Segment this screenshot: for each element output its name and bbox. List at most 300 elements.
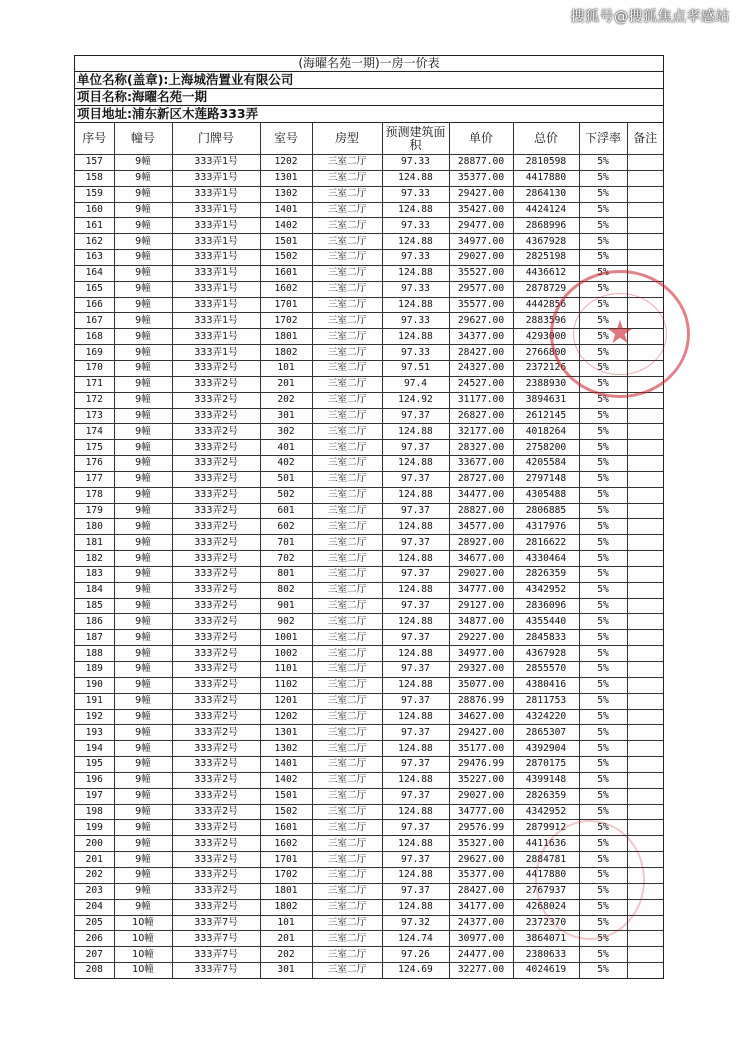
table-row — [75, 392, 663, 408]
cell-room-number: 201 — [260, 931, 312, 947]
table-row — [75, 709, 663, 725]
cell-discount-rate: 5% — [579, 440, 627, 456]
table-row — [75, 519, 663, 535]
cell-room-number: 801 — [260, 566, 312, 582]
cell-door-number: 333弄2号 — [172, 646, 260, 662]
cell-unit-price: 29227.00 — [449, 630, 513, 646]
cell-building: 9幢 — [114, 598, 172, 614]
cell-building: 9幢 — [114, 456, 172, 472]
cell-building: 9幢 — [114, 883, 172, 899]
cell-layout: 三室二厅 — [312, 392, 382, 408]
table-row — [75, 471, 663, 487]
table-row — [75, 582, 663, 598]
cell-total-price: 4411636 — [513, 836, 579, 852]
cell-door-number: 333弄2号 — [172, 551, 260, 567]
cell-index: 162 — [75, 234, 114, 250]
cell-door-number: 333弄1号 — [172, 250, 260, 266]
cell-remarks — [627, 487, 663, 503]
table-row — [75, 360, 663, 376]
cell-building: 10幢 — [114, 931, 172, 947]
table-row — [75, 234, 663, 250]
cell-remarks — [627, 297, 663, 313]
table-row — [75, 757, 663, 773]
cell-layout: 三室二厅 — [312, 836, 382, 852]
cell-area: 124.88 — [382, 709, 449, 725]
table-row — [75, 170, 663, 186]
cell-remarks — [627, 836, 663, 852]
cell-layout: 三室二厅 — [312, 155, 382, 171]
cell-area: 97.37 — [382, 725, 449, 741]
cell-area: 124.88 — [382, 487, 449, 503]
cell-remarks — [627, 186, 663, 202]
cell-door-number: 333弄2号 — [172, 535, 260, 551]
cell-room-number: 1801 — [260, 329, 312, 345]
cell-discount-rate: 5% — [579, 471, 627, 487]
cell-door-number: 333弄7号 — [172, 915, 260, 931]
cell-layout: 三室二厅 — [312, 741, 382, 757]
cell-unit-price: 29576.99 — [449, 820, 513, 836]
cell-unit-price: 29027.00 — [449, 250, 513, 266]
cell-room-number: 1502 — [260, 250, 312, 266]
cell-door-number: 333弄2号 — [172, 757, 260, 773]
cell-door-number: 333弄2号 — [172, 804, 260, 820]
cell-room-number: 1702 — [260, 313, 312, 329]
cell-discount-rate: 5% — [579, 345, 627, 361]
cell-remarks — [627, 329, 663, 345]
cell-room-number: 1501 — [260, 234, 312, 250]
cell-building: 9幢 — [114, 360, 172, 376]
cell-total-price: 4268024 — [513, 899, 579, 915]
cell-door-number: 333弄2号 — [172, 392, 260, 408]
cell-door-number: 333弄2号 — [172, 424, 260, 440]
cell-total-price: 2380633 — [513, 947, 579, 963]
cell-index: 164 — [75, 265, 114, 281]
cell-area: 97.37 — [382, 788, 449, 804]
cell-index: 167 — [75, 313, 114, 329]
cell-index: 175 — [75, 440, 114, 456]
cell-discount-rate: 5% — [579, 852, 627, 868]
cell-discount-rate: 5% — [579, 899, 627, 915]
cell-unit-price: 34977.00 — [449, 234, 513, 250]
cell-total-price: 4424124 — [513, 202, 579, 218]
cell-building: 9幢 — [114, 836, 172, 852]
cell-layout: 三室二厅 — [312, 424, 382, 440]
cell-remarks — [627, 440, 663, 456]
cell-room-number: 902 — [260, 614, 312, 630]
cell-unit-price: 34777.00 — [449, 804, 513, 820]
cell-building: 9幢 — [114, 725, 172, 741]
cell-index: 191 — [75, 693, 114, 709]
cell-area: 97.33 — [382, 313, 449, 329]
cell-remarks — [627, 250, 663, 266]
cell-layout: 三室二厅 — [312, 535, 382, 551]
table-row — [75, 408, 663, 424]
cell-building: 9幢 — [114, 757, 172, 773]
cell-door-number: 333弄2号 — [172, 741, 260, 757]
cell-discount-rate: 5% — [579, 582, 627, 598]
cell-area: 124.88 — [382, 677, 449, 693]
cell-area: 97.33 — [382, 281, 449, 297]
cell-index: 160 — [75, 202, 114, 218]
cell-layout: 三室二厅 — [312, 281, 382, 297]
cell-remarks — [627, 630, 663, 646]
cell-door-number: 333弄2号 — [172, 630, 260, 646]
cell-discount-rate: 5% — [579, 535, 627, 551]
cell-door-number: 333弄2号 — [172, 662, 260, 678]
cell-remarks — [627, 313, 663, 329]
table-row — [75, 551, 663, 567]
cell-building: 9幢 — [114, 867, 172, 883]
cell-building: 9幢 — [114, 313, 172, 329]
table-row — [75, 852, 663, 868]
table-row — [75, 931, 663, 947]
cell-total-price: 4417880 — [513, 867, 579, 883]
cell-door-number: 333弄1号 — [172, 202, 260, 218]
cell-room-number: 1702 — [260, 867, 312, 883]
project-address: 项目地址:浦东新区木莲路333弄 — [75, 106, 663, 123]
cell-remarks — [627, 646, 663, 662]
cell-area: 124.88 — [382, 551, 449, 567]
cell-unit-price: 33677.00 — [449, 456, 513, 472]
cell-layout: 三室二厅 — [312, 234, 382, 250]
cell-room-number: 1202 — [260, 155, 312, 171]
cell-discount-rate: 5% — [579, 186, 627, 202]
cell-room-number: 1401 — [260, 757, 312, 773]
cell-discount-rate: 5% — [579, 202, 627, 218]
cell-index: 179 — [75, 503, 114, 519]
table-row — [75, 456, 663, 472]
table-row — [75, 503, 663, 519]
cell-building: 9幢 — [114, 566, 172, 582]
cell-room-number: 1302 — [260, 741, 312, 757]
cell-unit-price: 26827.00 — [449, 408, 513, 424]
cell-area: 124.88 — [382, 741, 449, 757]
cell-discount-rate: 5% — [579, 614, 627, 630]
cell-area: 124.88 — [382, 899, 449, 915]
cell-area: 124.69 — [382, 963, 449, 978]
cell-room-number: 602 — [260, 519, 312, 535]
cell-layout: 三室二厅 — [312, 519, 382, 535]
cell-room-number: 1001 — [260, 630, 312, 646]
cell-total-price: 4436612 — [513, 265, 579, 281]
cell-area: 97.51 — [382, 360, 449, 376]
cell-area: 97.37 — [382, 598, 449, 614]
cell-building: 9幢 — [114, 582, 172, 598]
cell-layout: 三室二厅 — [312, 646, 382, 662]
cell-discount-rate: 5% — [579, 820, 627, 836]
cell-door-number: 333弄2号 — [172, 503, 260, 519]
cell-door-number: 333弄2号 — [172, 677, 260, 693]
table-row — [75, 899, 663, 915]
cell-total-price: 2758200 — [513, 440, 579, 456]
cell-discount-rate: 5% — [579, 963, 627, 978]
cell-door-number: 333弄2号 — [172, 456, 260, 472]
cell-index: 178 — [75, 487, 114, 503]
cell-remarks — [627, 662, 663, 678]
cell-unit-price: 24527.00 — [449, 376, 513, 392]
cell-building: 9幢 — [114, 471, 172, 487]
header-total-price: 总价 — [513, 123, 579, 155]
cell-layout: 三室二厅 — [312, 883, 382, 899]
cell-remarks — [627, 360, 663, 376]
cell-index: 159 — [75, 186, 114, 202]
cell-total-price: 2864130 — [513, 186, 579, 202]
table-body — [75, 155, 663, 978]
cell-area: 97.33 — [382, 345, 449, 361]
cell-unit-price: 29027.00 — [449, 788, 513, 804]
cell-index: 174 — [75, 424, 114, 440]
cell-remarks — [627, 471, 663, 487]
seal-star-icon: ★ — [605, 313, 635, 351]
cell-layout: 三室二厅 — [312, 566, 382, 582]
cell-area: 124.88 — [382, 170, 449, 186]
cell-discount-rate: 5% — [579, 598, 627, 614]
cell-remarks — [627, 503, 663, 519]
cell-index: 172 — [75, 392, 114, 408]
cell-index: 202 — [75, 867, 114, 883]
cell-room-number: 1601 — [260, 820, 312, 836]
cell-area: 124.88 — [382, 614, 449, 630]
table-row — [75, 836, 663, 852]
cell-layout: 三室二厅 — [312, 551, 382, 567]
cell-remarks — [627, 963, 663, 978]
cell-unit-price: 35527.00 — [449, 265, 513, 281]
cell-total-price: 4399148 — [513, 772, 579, 788]
cell-index: 157 — [75, 155, 114, 171]
cell-unit-price: 29027.00 — [449, 566, 513, 582]
cell-building: 9幢 — [114, 535, 172, 551]
cell-remarks — [627, 867, 663, 883]
cell-total-price: 2767937 — [513, 883, 579, 899]
cell-building: 9幢 — [114, 614, 172, 630]
cell-layout: 三室二厅 — [312, 867, 382, 883]
table-row — [75, 218, 663, 234]
table-row — [75, 867, 663, 883]
cell-area: 97.32 — [382, 915, 449, 931]
cell-building: 9幢 — [114, 788, 172, 804]
cell-room-number: 1002 — [260, 646, 312, 662]
cell-room-number: 1602 — [260, 281, 312, 297]
cell-area: 97.37 — [382, 630, 449, 646]
cell-unit-price: 34627.00 — [449, 709, 513, 725]
cell-total-price: 4417880 — [513, 170, 579, 186]
cell-total-price: 2372370 — [513, 915, 579, 931]
cell-unit-price: 30977.00 — [449, 931, 513, 947]
cell-building: 9幢 — [114, 250, 172, 266]
cell-index: 189 — [75, 662, 114, 678]
cell-building: 9幢 — [114, 804, 172, 820]
cell-total-price: 2612145 — [513, 408, 579, 424]
header-unit-price: 单价 — [449, 123, 513, 155]
cell-layout: 三室二厅 — [312, 487, 382, 503]
cell-area: 97.37 — [382, 471, 449, 487]
cell-discount-rate: 5% — [579, 772, 627, 788]
cell-door-number: 333弄2号 — [172, 360, 260, 376]
table-row — [75, 345, 663, 361]
cell-index: 206 — [75, 931, 114, 947]
cell-index: 197 — [75, 788, 114, 804]
cell-total-price: 2883596 — [513, 313, 579, 329]
cell-room-number: 601 — [260, 503, 312, 519]
cell-total-price: 2372126 — [513, 360, 579, 376]
cell-area: 97.33 — [382, 155, 449, 171]
cell-unit-price: 35577.00 — [449, 297, 513, 313]
cell-area: 97.37 — [382, 503, 449, 519]
cell-door-number: 333弄1号 — [172, 170, 260, 186]
cell-total-price: 4293000 — [513, 329, 579, 345]
cell-layout: 三室二厅 — [312, 440, 382, 456]
cell-discount-rate: 5% — [579, 313, 627, 329]
cell-layout: 三室二厅 — [312, 915, 382, 931]
cell-layout: 三室二厅 — [312, 614, 382, 630]
cell-discount-rate: 5% — [579, 155, 627, 171]
cell-room-number: 301 — [260, 408, 312, 424]
cell-building: 10幢 — [114, 963, 172, 978]
cell-discount-rate: 5% — [579, 757, 627, 773]
cell-discount-rate: 5% — [579, 804, 627, 820]
cell-door-number: 333弄2号 — [172, 566, 260, 582]
cell-total-price: 2806885 — [513, 503, 579, 519]
cell-room-number: 1501 — [260, 788, 312, 804]
cell-area: 124.88 — [382, 519, 449, 535]
cell-index: 193 — [75, 725, 114, 741]
cell-layout: 三室二厅 — [312, 376, 382, 392]
cell-discount-rate: 5% — [579, 234, 627, 250]
cell-total-price: 4018264 — [513, 424, 579, 440]
cell-remarks — [627, 598, 663, 614]
table-row — [75, 804, 663, 820]
cell-door-number: 333弄2号 — [172, 693, 260, 709]
cell-door-number: 333弄2号 — [172, 519, 260, 535]
cell-remarks — [627, 202, 663, 218]
cell-room-number: 401 — [260, 440, 312, 456]
cell-index: 188 — [75, 646, 114, 662]
cell-total-price: 4367928 — [513, 234, 579, 250]
table-row — [75, 963, 663, 978]
cell-discount-rate: 5% — [579, 456, 627, 472]
cell-layout: 三室二厅 — [312, 725, 382, 741]
cell-area: 124.88 — [382, 424, 449, 440]
table-row — [75, 598, 663, 614]
cell-remarks — [627, 392, 663, 408]
cell-area: 97.37 — [382, 535, 449, 551]
cell-layout: 三室二厅 — [312, 899, 382, 915]
cell-layout: 三室二厅 — [312, 709, 382, 725]
cell-door-number: 333弄2号 — [172, 899, 260, 915]
cell-door-number: 333弄1号 — [172, 155, 260, 171]
table-row — [75, 693, 663, 709]
cell-unit-price: 35177.00 — [449, 741, 513, 757]
cell-room-number: 1201 — [260, 693, 312, 709]
header-building: 幢号 — [114, 123, 172, 155]
table-row — [75, 662, 663, 678]
cell-remarks — [627, 883, 663, 899]
cell-index: 208 — [75, 963, 114, 978]
cell-unit-price: 29477.00 — [449, 218, 513, 234]
cell-door-number: 333弄2号 — [172, 820, 260, 836]
cell-unit-price: 34777.00 — [449, 582, 513, 598]
cell-remarks — [627, 376, 663, 392]
cell-area: 97.37 — [382, 757, 449, 773]
cell-index: 190 — [75, 677, 114, 693]
cell-remarks — [627, 852, 663, 868]
cell-discount-rate: 5% — [579, 867, 627, 883]
price-table — [75, 123, 663, 978]
cell-door-number: 333弄2号 — [172, 376, 260, 392]
cell-area: 124.88 — [382, 804, 449, 820]
table-row — [75, 440, 663, 456]
cell-layout: 三室二厅 — [312, 677, 382, 693]
cell-building: 9幢 — [114, 630, 172, 646]
table-row — [75, 265, 663, 281]
cell-door-number: 333弄2号 — [172, 788, 260, 804]
cell-room-number: 1701 — [260, 297, 312, 313]
cell-unit-price: 34677.00 — [449, 551, 513, 567]
header-room-number: 室号 — [260, 123, 312, 155]
cell-area: 124.74 — [382, 931, 449, 947]
cell-unit-price: 28927.00 — [449, 535, 513, 551]
cell-area: 97.33 — [382, 250, 449, 266]
table-row — [75, 947, 663, 963]
cell-building: 9幢 — [114, 487, 172, 503]
header-discount-rate: 下浮率 — [579, 123, 627, 155]
cell-door-number: 333弄7号 — [172, 931, 260, 947]
cell-room-number: 1401 — [260, 202, 312, 218]
cell-total-price: 4305488 — [513, 487, 579, 503]
cell-unit-price: 28876.99 — [449, 693, 513, 709]
cell-room-number: 402 — [260, 456, 312, 472]
cell-discount-rate: 5% — [579, 297, 627, 313]
cell-door-number: 333弄7号 — [172, 963, 260, 978]
cell-room-number: 1202 — [260, 709, 312, 725]
price-list-document — [74, 55, 664, 979]
cell-remarks — [627, 677, 663, 693]
cell-index: 204 — [75, 899, 114, 915]
cell-unit-price: 28327.00 — [449, 440, 513, 456]
cell-index: 192 — [75, 709, 114, 725]
cell-total-price: 4324220 — [513, 709, 579, 725]
cell-remarks — [627, 741, 663, 757]
watermark-text: 搜狐号@搜狐焦点孝感站 — [570, 9, 730, 25]
cell-unit-price: 28727.00 — [449, 471, 513, 487]
cell-area: 124.88 — [382, 297, 449, 313]
cell-door-number: 333弄2号 — [172, 487, 260, 503]
cell-total-price: 4392904 — [513, 741, 579, 757]
cell-area: 97.37 — [382, 566, 449, 582]
cell-total-price: 3864071 — [513, 931, 579, 947]
cell-total-price: 2766800 — [513, 345, 579, 361]
cell-room-number: 1801 — [260, 883, 312, 899]
cell-unit-price: 28877.00 — [449, 155, 513, 171]
cell-discount-rate: 5% — [579, 836, 627, 852]
cell-discount-rate: 5% — [579, 662, 627, 678]
cell-total-price: 4355440 — [513, 614, 579, 630]
cell-remarks — [627, 725, 663, 741]
cell-discount-rate: 5% — [579, 709, 627, 725]
cell-layout: 三室二厅 — [312, 598, 382, 614]
header-area: 预测建筑面积 — [382, 123, 449, 155]
cell-index: 195 — [75, 757, 114, 773]
cell-room-number: 702 — [260, 551, 312, 567]
cell-remarks — [627, 931, 663, 947]
table-row — [75, 424, 663, 440]
cell-layout: 三室二厅 — [312, 503, 382, 519]
cell-area: 97.37 — [382, 440, 449, 456]
cell-door-number: 333弄2号 — [172, 408, 260, 424]
table-row — [75, 677, 663, 693]
cell-discount-rate: 5% — [579, 931, 627, 947]
cell-building: 9幢 — [114, 852, 172, 868]
